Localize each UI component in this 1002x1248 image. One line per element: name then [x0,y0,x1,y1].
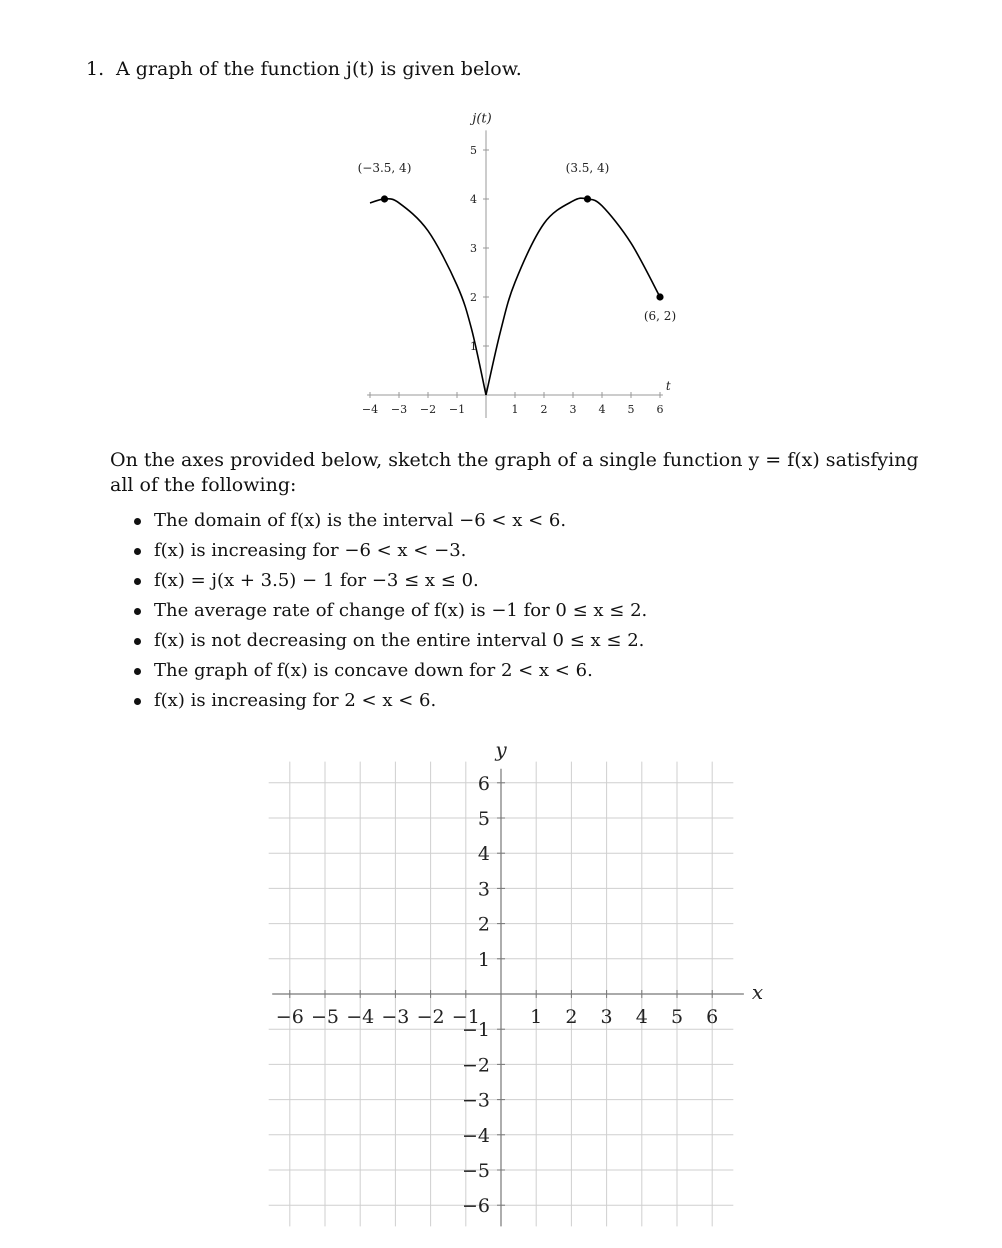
condition-item: f(x) = j(x + 3.5) − 1 for −3 ≤ x ≤ 0. [128,566,647,596]
x-tick-label: −2 [419,403,437,416]
x-tick-label: 2 [540,403,548,416]
point-label: (6, 2) [643,309,677,323]
j-graph [340,100,700,430]
y-tick-label: 3 [470,242,477,255]
x-tick-label: −4 [346,1006,375,1028]
y-tick-label: 5 [477,808,490,830]
y-tick-label: −4 [461,1124,490,1147]
y-tick-label: 6 [477,772,490,795]
y-axis-label: j(t) [472,111,492,127]
condition-item: The domain of f(x) is the interval −6 < x < 6. [128,506,647,536]
y-tick-label: 3 [477,878,490,901]
y-tick-label: 1 [477,948,490,971]
y-tick-label: −2 [461,1054,490,1077]
x-tick-label: −5 [310,1006,340,1028]
point-marker [584,195,591,202]
y-tick-label: 1 [470,340,477,353]
condition-item: The graph of f(x) is concave down for 2 < x < 6. [128,656,647,686]
function-curve [370,199,486,395]
y-tick-label: 2 [470,291,477,304]
x-tick-label: −3 [390,403,408,416]
y-tick-label: −3 [461,1089,490,1112]
problem-number: 1. [86,58,105,80]
x-tick-label: 6 [706,1006,719,1028]
x-tick-label: 5 [670,1006,684,1028]
x-tick-label: 4 [635,1006,648,1028]
x-tick-label: −1 [451,1006,480,1028]
problem-statement [86,58,522,80]
x-tick-label: −1 [448,403,466,416]
y-tick-label: −1 [461,1019,490,1042]
x-tick-label: −3 [381,1006,410,1028]
x-tick-label: 1 [511,403,519,416]
y-tick-label: 2 [477,913,490,936]
condition-item: f(x) is not decreasing on the entire interval 0 ≤ x ≤ 2. [128,626,647,656]
condition-item: f(x) is increasing for 2 < x < 6. [128,686,647,716]
y-axis-label: y [495,737,507,762]
y-tick-label: −5 [461,1160,490,1182]
x-tick-label: −4 [361,403,379,416]
y-tick-label: −6 [461,1195,490,1218]
answer-grid[interactable] [260,730,764,1230]
x-tick-label: −6 [275,1006,304,1028]
point-marker [656,293,663,300]
x-tick-label: 4 [598,403,606,416]
y-tick-label: 4 [470,193,477,206]
x-tick-label: 5 [627,403,635,416]
y-tick-label: 5 [470,144,477,157]
x-tick-label: 3 [600,1006,613,1028]
x-tick-label: 3 [569,403,577,416]
point-marker [381,195,388,202]
condition-item: The average rate of change of f(x) is −1 for 0 ≤ x ≤ 2. [128,596,647,626]
x-axis-label: x [751,980,764,1004]
point-label: (−3.5, 4) [357,161,412,175]
problem-text: A graph of the function j(t) is given below. [116,58,522,80]
point-label: (3.5, 4) [565,161,610,175]
conditions-list [128,506,647,716]
y-tick-label: 4 [477,843,490,866]
condition-item: f(x) is increasing for −6 < x < −3. [128,536,647,566]
x-tick-label: 1 [530,1006,543,1028]
function-curve [486,198,660,395]
x-tick-label: −2 [416,1006,445,1028]
x-tick-label: 2 [565,1006,578,1028]
x-axis-label: t [665,379,671,393]
x-tick-label: 6 [656,403,664,416]
instructions-paragraph: On the axes provided below, sketch the graph of a single function y = f(x) satisfying all of the following: [110,449,919,496]
